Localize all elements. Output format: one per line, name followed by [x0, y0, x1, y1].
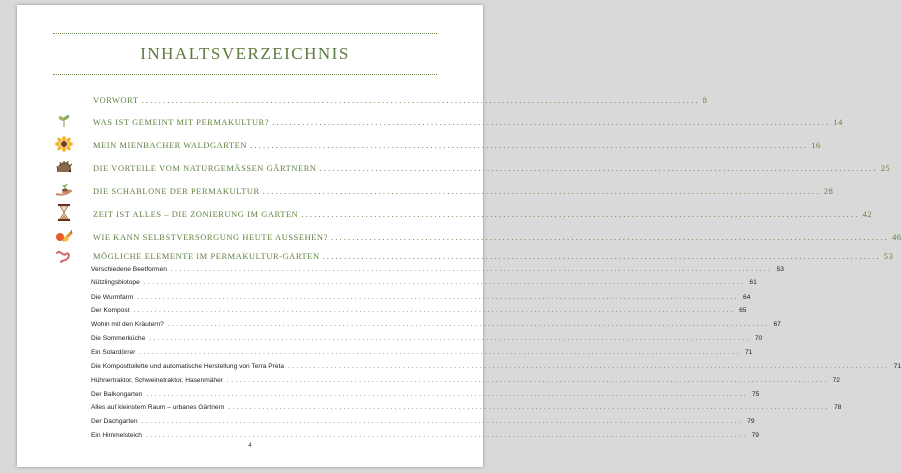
leader-dots: ............................................................................................................................................. — [145, 433, 748, 439]
leader-dots: ............................................................................................................................................. — [170, 267, 773, 273]
leaf-sprout-icon — [55, 113, 73, 129]
chapter-label: MEIN MIENBACHER WALDGARTEN — [93, 141, 248, 150]
chapter-page: 14 — [833, 118, 843, 127]
section-label: Die Wurmfarm — [91, 294, 134, 301]
section-page: 70 — [754, 335, 763, 342]
toc-chapter[interactable] — [93, 141, 821, 150]
toc-section[interactable] — [91, 404, 842, 411]
section-label: Verschiedene Beetformen — [91, 266, 167, 273]
section-label: Wohin mit den Kräutern? — [91, 321, 164, 328]
chapter-page: 28 — [823, 187, 834, 196]
section-label: Der Dachgarten — [91, 418, 138, 425]
leader-dots: ............................................................................................................................................. — [139, 350, 741, 356]
toc-section[interactable] — [91, 335, 763, 342]
vegetables-icon — [55, 228, 73, 244]
section-label: Ein Himmelsteich — [91, 432, 142, 439]
toc-chapter[interactable] — [93, 252, 894, 261]
earthworm-icon — [55, 248, 73, 264]
leader-dots: .................................................................................................................................. — [272, 118, 831, 127]
section-page: 79 — [747, 418, 755, 425]
section-label: Alles auf kleinstem Raum – urbanes Gärtnern — [91, 404, 225, 411]
page-title: INHALTSVERZEICHNIS — [140, 44, 350, 63]
toc-section[interactable] — [91, 377, 840, 384]
leader-dots: ............................................................................................................................................. — [137, 295, 740, 301]
chapter-label: DIE VORTEILE VOM NATURGEMÄSSEN GÄRTNERN — [93, 164, 317, 173]
leader-dots: .................................................................................................................................. — [262, 187, 821, 196]
section-page: 67 — [773, 321, 781, 328]
toc-section[interactable] — [91, 363, 902, 370]
leader-dots: .................................................................................................................................. — [301, 210, 860, 219]
chapter-page: 42 — [862, 210, 873, 219]
chapter-label: WAS IST GEMEINT MIT PERMAKULTUR? — [93, 118, 270, 127]
chapter-label: WIE KANN SELBSTVERSORGUNG HEUTE AUSSEHEN? — [93, 233, 328, 242]
leader-dots: ............................................................................................................................................. — [149, 336, 751, 342]
toc-section[interactable] — [91, 294, 751, 301]
leader-dots: ............................................................................................................................................. — [288, 364, 890, 370]
section-label: Der Balkongarten — [91, 391, 143, 398]
section-label: Nützlingsbiotope — [91, 279, 140, 286]
chapter-label: DIE SCHABLONE DER PERMAKULTUR — [93, 187, 260, 196]
section-label: Ein Solardörrer — [91, 349, 136, 356]
hand-with-seedling-icon — [55, 182, 73, 198]
leader-dots: .................................................................................................................................. — [250, 141, 809, 150]
leader-dots: ............................................................................................................................................. — [167, 322, 770, 328]
section-page: 61 — [749, 279, 757, 286]
toc-section[interactable] — [91, 349, 753, 356]
section-page: 71 — [745, 349, 753, 356]
section-page: 65 — [739, 307, 747, 314]
section-label: Die Sommerküche — [91, 335, 146, 342]
leader-dots: ............................................................................................................................................. — [146, 392, 748, 398]
section-label: Der Kompost — [91, 307, 130, 314]
chapter-page: 16 — [811, 141, 821, 150]
toc-chapter[interactable] — [93, 118, 843, 127]
chapter-label: ZEIT IST ALLES – DIE ZONIERUNG IM GARTEN — [93, 210, 299, 219]
page-number: 4 — [248, 443, 252, 449]
toc-chapter[interactable] — [93, 164, 891, 173]
toc-section[interactable] — [91, 279, 757, 286]
chapter-label: MÖGLICHE ELEMENTE IM PERMAKULTUR-GARTEN — [93, 252, 320, 261]
toc-chapter[interactable] — [93, 187, 834, 196]
chapter-page: 46 — [892, 233, 902, 242]
leader-dots: .................................................................................................................................. — [322, 252, 881, 261]
section-page: 78 — [834, 404, 842, 411]
toc-section[interactable] — [91, 266, 784, 273]
chapter-page: 53 — [883, 252, 894, 261]
hedgehog-icon — [55, 159, 73, 175]
hourglass-icon — [55, 204, 73, 220]
sunflower-icon — [55, 136, 73, 152]
leader-dots: ............................................................................................................................................. — [228, 405, 831, 411]
toc-section[interactable] — [91, 432, 759, 439]
toc-section[interactable] — [91, 391, 760, 398]
leader-dots: .................................................................................................................................. — [319, 164, 878, 173]
toc-section[interactable] — [91, 307, 747, 314]
section-page: 53 — [776, 266, 784, 273]
chapter-label: VORWORT — [93, 96, 139, 105]
toc-section[interactable] — [91, 321, 781, 328]
section-label: Hühnertraktor, Schweinetraktor, Hasenmäher — [91, 377, 223, 384]
leader-dots: ............................................................................................................................................. — [226, 378, 829, 384]
leader-dots: ............................................................................................................................................. — [143, 280, 746, 286]
section-page: 75 — [751, 391, 760, 398]
section-page: 79 — [751, 432, 759, 439]
toc-chapter[interactable] — [93, 233, 902, 242]
chapter-page: 8 — [702, 96, 708, 105]
toc-section[interactable] — [91, 418, 755, 425]
toc-chapter[interactable] — [93, 96, 708, 105]
leader-dots: ............................................................................................................................................. — [141, 419, 744, 425]
section-page: 72 — [832, 377, 840, 384]
section-page: 64 — [743, 294, 751, 301]
leader-dots: ............................................................................................................................................. — [133, 308, 736, 314]
section-label: Die Komposttoilette und automatische Herstellung von Terra Preta — [91, 363, 285, 370]
title-box — [53, 33, 437, 75]
chapter-page: 25 — [880, 164, 891, 173]
toc-chapter[interactable] — [93, 210, 873, 219]
section-page: 71 — [893, 363, 902, 370]
leader-dots: .................................................................................................................................. — [330, 233, 890, 242]
leader-dots: .................................................................................................................................. — [141, 96, 700, 105]
document-page — [17, 5, 902, 467]
